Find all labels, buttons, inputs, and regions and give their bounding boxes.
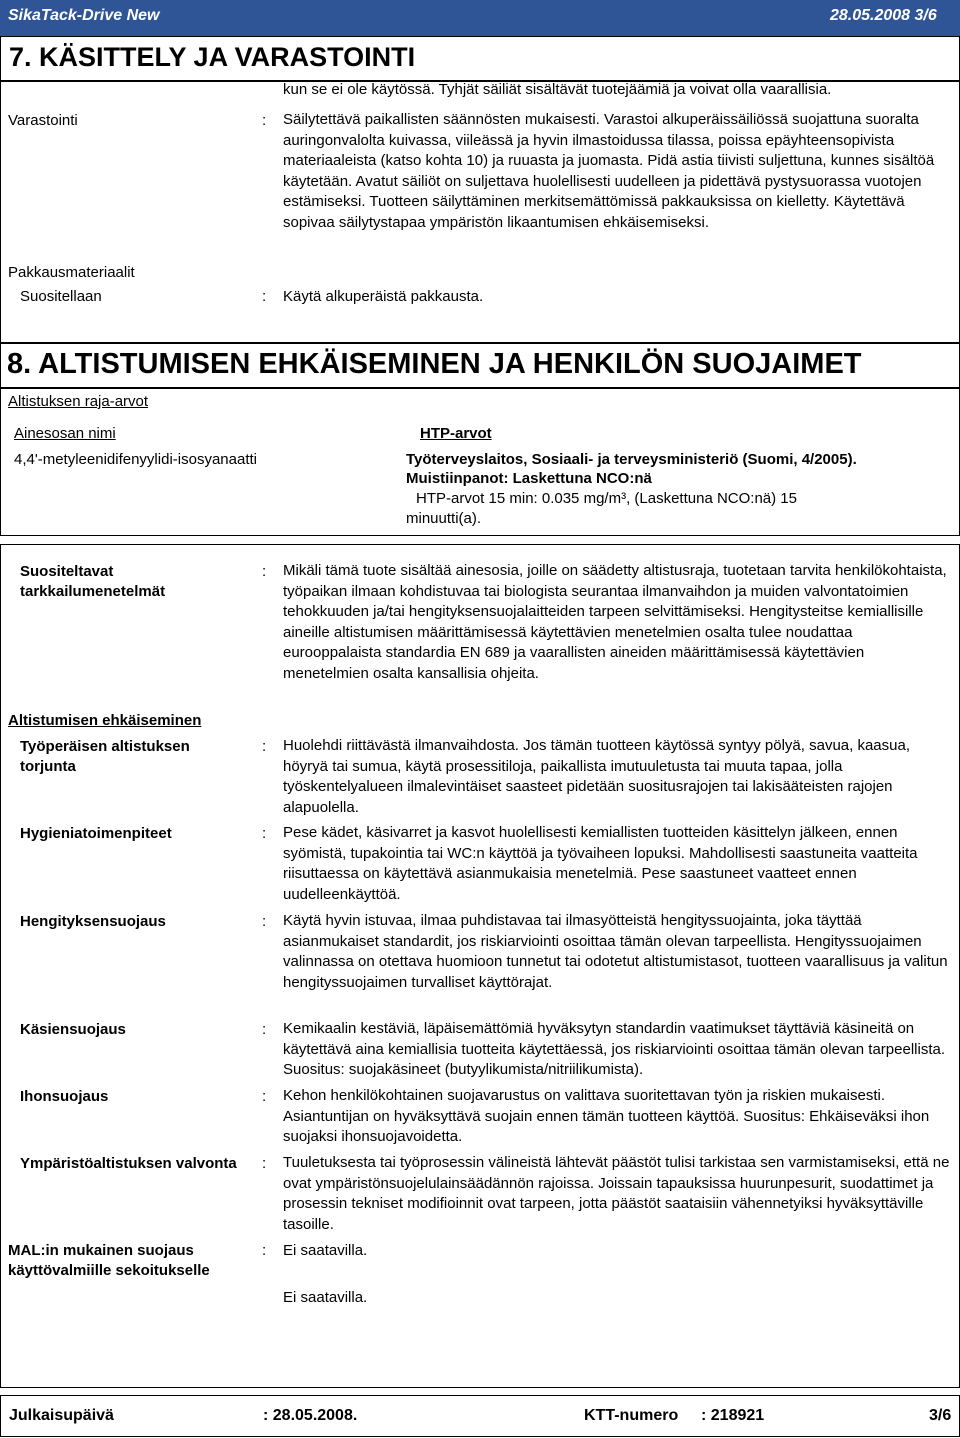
htp-note: Muistiinpanot: Laskettuna NCO:nä <box>406 470 652 487</box>
header-date-page: 28.05.2008 3/6 <box>830 7 937 24</box>
recommended-label: Suositellaan <box>20 288 102 305</box>
respiratory-label: Hengityksensuojaus <box>20 913 166 930</box>
colon: : <box>262 288 267 305</box>
packaging-label: Pakkausmateriaalit <box>8 264 135 281</box>
skin-protection-text: Kehon henkilökohtainen suojavarustus on valittava suoritettavan työn ja riskien mukaisesti. Asiantuntijan on hyväksyttävä suojain ennen tämän tuotteen käyttöä. Suositus: Ehkäiseväksi ihon suojaksi ihonsuojavoidetta. <box>283 1087 930 1145</box>
section-7-title: 7. KÄSITTELY JA VARASTOINTI <box>9 42 416 72</box>
storage-text: Säilytettävä paikallisten säännösten mukaisesti. Varastoi alkuperäissäiliössä suojattuna suoralta auringonvalolta kuivassa, viileässä ja hyvin ilmastoidussa tilassa, poissa epäyhteensopivista materiaaleista (katso kohta 10) ja ruuasta ja juomasta. Pidä astia tiivisti suljettuna, kunnes sisältöä käytetään. Avatut säiliöt on suljettava huolellisesti uudelleen ja pidettävä pystysuorassa vuotojen estämiseksi. Tuotteen säilyttäminen merkitsemättömissä pakkauksissa on kielletty. Käytettävä sopivaa säilytystapaa ympäristön likaantumisen ehkäisemiseksi. <box>283 111 935 231</box>
occupational-text: Huolehdi riittävästä ilmanvaihdosta. Jos tämän tuotteen käytössä syntyy pölyä, savua, kaasua, höyryä tai sumua, käytä prosessitiloja, paikallista imutuuletusta tai muuta tapaa, jolla työskentelyalueen ilmalevintäiset saasteet pidetään suositusrajojen tai lakisääteisten rajojen alapuolella. <box>283 737 911 816</box>
prevention-label: Altistumisen ehkäiseminen <box>8 712 202 729</box>
mal-text-second: Ei saatavilla. <box>283 1289 368 1306</box>
mal-label: MAL:in mukainen suojaus käyttövalmiille sekoitukselle <box>8 1242 210 1279</box>
hand-protection-label: Käsiensuojaus <box>20 1021 126 1038</box>
section-8-title: 8. ALTISTUMISEN EHKÄISEMINEN JA HENKILÖN SUOJAIMET <box>7 348 862 380</box>
colon: : <box>262 563 267 580</box>
continued-text: kun se ei ole käytössä. Tyhjät säiliät sisältävät tuotejäämiä ja voivat olla vaarallisia. <box>283 81 832 98</box>
htp-column-header: HTP-arvot <box>420 425 492 442</box>
colon: : <box>262 825 267 842</box>
htp-source: Työterveyslaitos, Sosiaali- ja terveysministeriö (Suomi, 4/2005). <box>406 451 857 468</box>
colon: : <box>262 1155 267 1172</box>
footer-page-number: 3/6 <box>929 1407 952 1424</box>
hand-protection-text: Kemikaalin kestäviä, läpäisemättömiä hyväksytyn standardin vaatimukset täyttäviä käsineitä on käytettävä aina kemiallisia tuotteita käytettäessä, jos riskiarviointi osoittaa tämän olevan tarpeellista. Suositus: suojakäsineet (butyylikumista/nitriilikumista). <box>283 1020 945 1078</box>
monitoring-label: Suositeltavat tarkkailumenetelmät <box>20 563 166 600</box>
colon: : <box>262 738 267 755</box>
ktt-number-label: KTT-numero <box>584 1407 679 1424</box>
publication-date-value: : 28.05.2008. <box>263 1407 358 1424</box>
recommended-text: Käytä alkuperäistä pakkausta. <box>283 288 484 305</box>
monitoring-text: Mikäli tämä tuote sisältää ainesosia, joille on säädetty altistusraja, tuotetaan tarvita henkilökohtaista, työpaikan ilmaan kohdistuvaa tai biologista seurantaa ilmanvaihdon ja muiden valvontatoimien tehokkuuden ja/tai hengityksensuojalaitteiden tarpeen selvittämiseksi. Hengitysteitse kemiallisille aineille altistumisen määrittämisessä käytettävien menetelmien osalta tulee noudattaa eurooppalaista standardia EN 689 ja vaarallisten aineiden määrittämisessä käytettävien menetelmien osalta kansallisia ohjeita. <box>283 562 947 682</box>
document-header-bar <box>0 0 960 36</box>
respiratory-text: Käytä hyvin istuvaa, ilmaa puhdistavaa tai ilmasyötteistä hengityssuojainta, joka täyttää asianmukaiset standardit, jos riskiarviointi osoittaa tämän olevan tarpeellista. Hengityssuojaimen valinnassa on otettava huomioon tunnetut tai odotetut altistumistasot, tuotteen vaarallisuus ja valitun hengityssuojaimen turvalliset käyttörajat. <box>283 912 948 991</box>
colon: : <box>262 1021 267 1038</box>
hygiene-text: Pese kädet, käsivarret ja kasvot huolellisesti kemiallisten tuotteiden käsittelyn jälkeen, ennen syömistä, tupakointia tai WC:n käyttöä ja työvaiheen lopuksi. Mahdollisesti saastuneita vaatteita riisuttaessa on käytettävä asianmukaisia menetelmiä. Pese saastuneet vaatteet ennen uudelleenkäyttöä. <box>283 824 918 903</box>
environment-label: Ympäristöaltistuksen valvonta <box>20 1155 237 1172</box>
hygiene-label: Hygieniatoimenpiteet <box>20 825 172 842</box>
ktt-number-value: : 218921 <box>701 1407 765 1424</box>
colon: : <box>262 1088 267 1105</box>
document-footer <box>0 1395 960 1437</box>
mal-text: Ei saatavilla. <box>283 1242 368 1259</box>
skin-protection-label: Ihonsuojaus <box>20 1088 109 1105</box>
exposure-limits-label: Altistuksen raja-arvot <box>8 393 149 410</box>
header-product-name: SikaTack-Drive New <box>8 7 160 24</box>
ingredient-name: 4,4'-metyleenidifenyylidi-isosyanaatti <box>14 451 257 468</box>
colon: : <box>262 913 267 930</box>
publication-date-label: Julkaisupäivä <box>9 1407 114 1424</box>
section-7-heading <box>0 36 960 82</box>
htp-value: HTP-arvot 15 min: 0.035 mg/m³, (Laskettuna NCO:nä) 15 minuutti(a). <box>406 490 797 527</box>
ingredient-column-header: Ainesosan nimi <box>14 425 116 442</box>
colon: : <box>262 112 267 129</box>
section-8-heading <box>0 343 960 389</box>
colon: : <box>262 1242 267 1259</box>
environment-text: Tuuletuksesta tai työprosessin välineistä lähtevät päästöt tulisi tarkistaa sen varmistamiseksi, että ne ovat ympäristönsuojelulainsäädännön rajoissa. Joissain tapauksissa huurunpesurit, suodattimet ja prosessin tekniset modifioinnit ovat tarpeen, jotta päästöt saataisiin vähennetyiksi hyväksyttäville tasoille. <box>283 1154 950 1233</box>
occupational-label: Työperäisen altistuksen torjunta <box>20 738 190 775</box>
storage-label: Varastointi <box>8 112 78 129</box>
